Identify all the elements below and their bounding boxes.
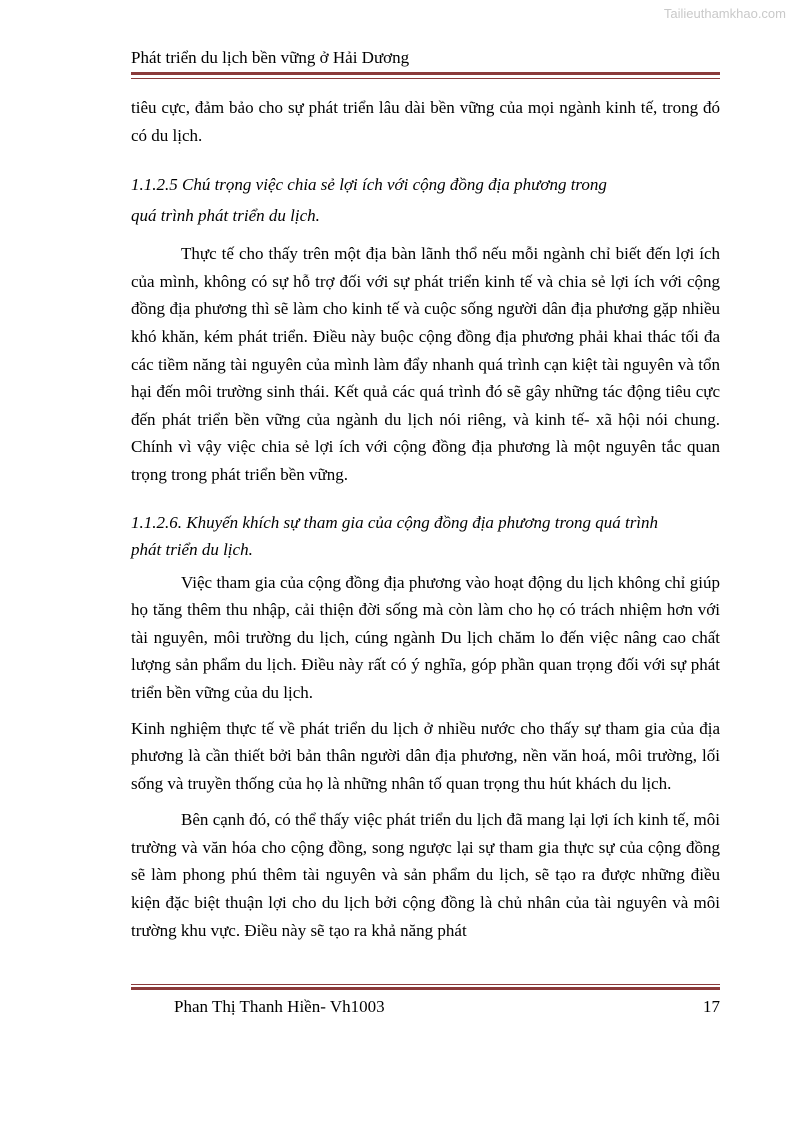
header-rule-thick bbox=[131, 72, 720, 75]
paragraph-5: Bên cạnh đó, có thể thấy việc phát triển du lịch đã mang lại lợi ích kinh tế, môi trường và văn hóa cho cộng đồng, song ngược lại sự tham gia thực sự của cộng đồng sẽ làm phong phú thêm tài nguyên và sản phẩm du lịch, sẽ tạo ra được những điều kiện đặc biệt thuận lợi cho du lịch bởi cộng đồng là chủ nhân của tài nguyên và môi trường khu vực. Điều này sẽ tạo ra khả năng phát bbox=[131, 810, 720, 940]
section-heading-1-1-2-6 bbox=[131, 509, 720, 563]
footer-rule-thin bbox=[131, 984, 720, 985]
paragraph-3: Việc tham gia của cộng đồng địa phương vào hoạt động du lịch không chỉ giúp họ tăng thêm thu nhập, cải thiện đời sống mà còn làm cho họ có trách nhiệm hơn với tài nguyên, môi trường du lịch, cúng ngành Du lịch chăm lo đến việc nâng cao chất lượng sản phẩm du lịch. Điều này rất có ý nghĩa, góp phần quan trọng đối với sự phát triển bền vững của du lịch. bbox=[131, 572, 720, 702]
page-header-title: Phát triển du lịch bền vững ở Hải Dương bbox=[131, 48, 410, 67]
section-heading-1-1-2-5 bbox=[131, 169, 720, 231]
body-content bbox=[131, 94, 720, 944]
paragraph-1: tiêu cực, đảm bảo cho sự phát triển lâu dài bền vững của mọi ngành kinh tế, trong đó có du lịch. bbox=[131, 98, 720, 145]
paragraph-2: Thực tế cho thấy trên một địa bàn lãnh thổ nếu mỗi ngành chỉ biết đến lợi ích của mình, không có sự hỗ trợ đối với sự phát triển kinh tế và chia sẻ lợi ích với cộng đồng địa phương thì sẽ làm cho kinh tế và cuộc sống người dân địa phương gặp nhiều khó khăn, kém phát triển. Điều này buộc cộng đồng địa phương phải khai thác tối đa các tiềm năng tài nguyên của mình làm đẩy nhanh quá trình cạn kiệt tài nguyên và tổn hại đến môi trường sinh thái. Kết quả các quá trình đó sẽ gây những tác động tiêu cực đến phát triển bền vững của ngành du lịch nói riêng, và kinh tế- xã hội nói chung. Chính vì vậy việc chia sẻ lợi ích với cộng đồng địa phương là một nguyên tắc quan trọng trong phát triển bền vững. bbox=[131, 244, 720, 484]
paragraph-4: Kinh nghiệm thực tế về phát triển du lịch ở nhiều nước cho thấy sự tham gia của địa phương là cần thiết bởi bản thân người dân địa phương, nền văn hoá, môi trường, lối sống và truyền thống của họ là những nhân tố quan trọng thu hút khách du lịch. bbox=[131, 718, 720, 793]
heading-line: 1.1.2.5 Chú trọng việc chia sẻ lợi ích với cộng đồng địa phương trong bbox=[131, 175, 607, 195]
heading-line: 1.1.2.6. Khuyến khích sự tham gia của cộng đồng địa phương trong quá trình bbox=[131, 512, 659, 532]
footer-author: Phan Thị Thanh Hiền- Vh1003 bbox=[174, 997, 385, 1016]
footer-rule-thick bbox=[131, 987, 720, 990]
heading-line: phát triển du lịch. bbox=[131, 539, 253, 559]
page-number: 17 bbox=[703, 997, 720, 1016]
heading-line: quá trình phát triển du lịch. bbox=[131, 206, 320, 226]
header-rule-thin bbox=[131, 78, 720, 79]
watermark: Tailieuthamkhao.com bbox=[663, 6, 786, 21]
